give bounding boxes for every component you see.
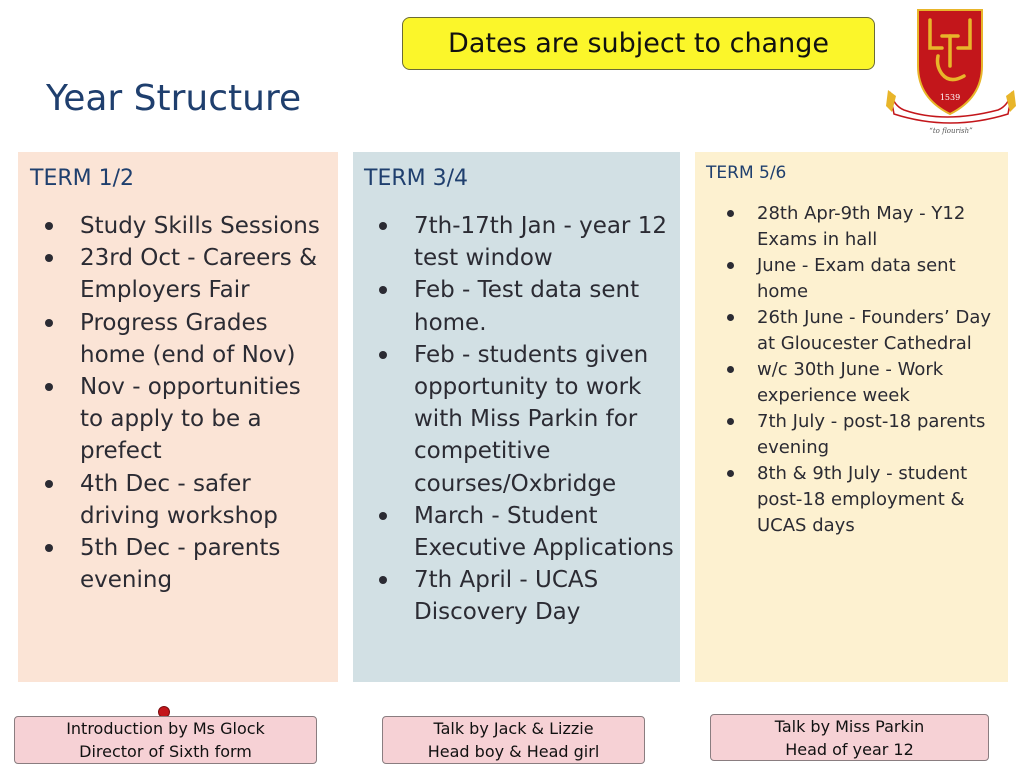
list-item: 7th July - post-18 parents evening	[757, 409, 1002, 461]
bullet-icon	[379, 222, 387, 230]
talk-line: Head of year 12	[785, 739, 914, 759]
bullet-icon	[45, 480, 53, 488]
term-heading: TERM 3/4	[364, 166, 469, 191]
list-item: March - Student Executive Applications	[414, 500, 676, 564]
list-item: 7th-17th Jan - year 12 test window	[414, 210, 676, 274]
bullet-icon	[727, 470, 734, 477]
crest-year: 1539	[939, 93, 961, 102]
bullet-icon	[379, 576, 387, 584]
bullet-icon	[45, 383, 53, 391]
list-item: 5th Dec - parents evening	[80, 532, 330, 596]
list-item: 28th Apr-9th May - Y12 Exams in hall	[757, 201, 1002, 253]
bullet-icon	[727, 210, 734, 217]
term-3-4-panel	[353, 152, 680, 682]
bullet-icon	[379, 512, 387, 520]
term-5-6-panel	[695, 152, 1008, 682]
term-heading: TERM 5/6	[706, 163, 787, 183]
list-item: Progress Grades home (end of Nov)	[80, 307, 330, 371]
talk-head-students-box	[382, 716, 645, 764]
talk-ms-glock-box	[14, 716, 317, 764]
list-item: w/c 30th June - Work experience week	[757, 357, 1002, 409]
list-item: Feb - students given opportunity to work with Miss Parkin for competitive courses/Oxbridge	[414, 339, 676, 500]
list-item: June - Exam data sent home	[757, 253, 1002, 305]
bullet-icon	[727, 262, 734, 269]
talk-miss-parkin-box	[710, 714, 989, 761]
list-item: Study Skills Sessions	[80, 210, 330, 242]
bullet-icon	[45, 319, 53, 327]
bullet-icon	[45, 254, 53, 262]
term-event-list	[757, 201, 1002, 539]
list-item: Nov - opportunities to apply to be a prefect	[80, 371, 330, 468]
list-item: 8th & 9th July - student post-18 employment & UCAS days	[757, 461, 1002, 539]
dates-notice-banner	[402, 17, 875, 70]
talk-line: Director of Sixth form	[79, 742, 252, 761]
list-item: Feb - Test data sent home.	[414, 274, 676, 338]
list-item: 26th June - Founders’ Day at Gloucester Cathedral	[757, 305, 1002, 357]
talk-line: Talk by Miss Parkin	[774, 716, 925, 736]
list-item: 7th April - UCAS Discovery Day	[414, 564, 676, 628]
list-item: 4th Dec - safer driving workshop	[80, 468, 330, 532]
term-event-list	[80, 210, 330, 596]
talk-line: Head boy & Head girl	[427, 742, 600, 761]
bullet-icon	[379, 351, 387, 359]
page-title: Year Structure	[46, 78, 302, 119]
talk-line: Introduction by Ms Glock	[66, 719, 265, 738]
bullet-icon	[45, 544, 53, 552]
bullet-icon	[45, 222, 53, 230]
bullet-icon	[727, 366, 734, 373]
bullet-icon	[727, 418, 734, 425]
list-item: 23rd Oct - Careers & Employers Fair	[80, 242, 330, 306]
talk-line: Talk by Jack & Lizzie	[433, 719, 594, 738]
dates-notice-text: Dates are subject to change	[448, 28, 829, 59]
bullet-icon	[727, 314, 734, 321]
term-event-list	[414, 210, 676, 629]
bullet-icon	[379, 286, 387, 294]
school-crest-logo	[884, 6, 1018, 138]
crest-motto: “to flourish”	[929, 127, 973, 135]
term-1-2-panel	[18, 152, 338, 682]
term-heading: TERM 1/2	[30, 166, 135, 191]
